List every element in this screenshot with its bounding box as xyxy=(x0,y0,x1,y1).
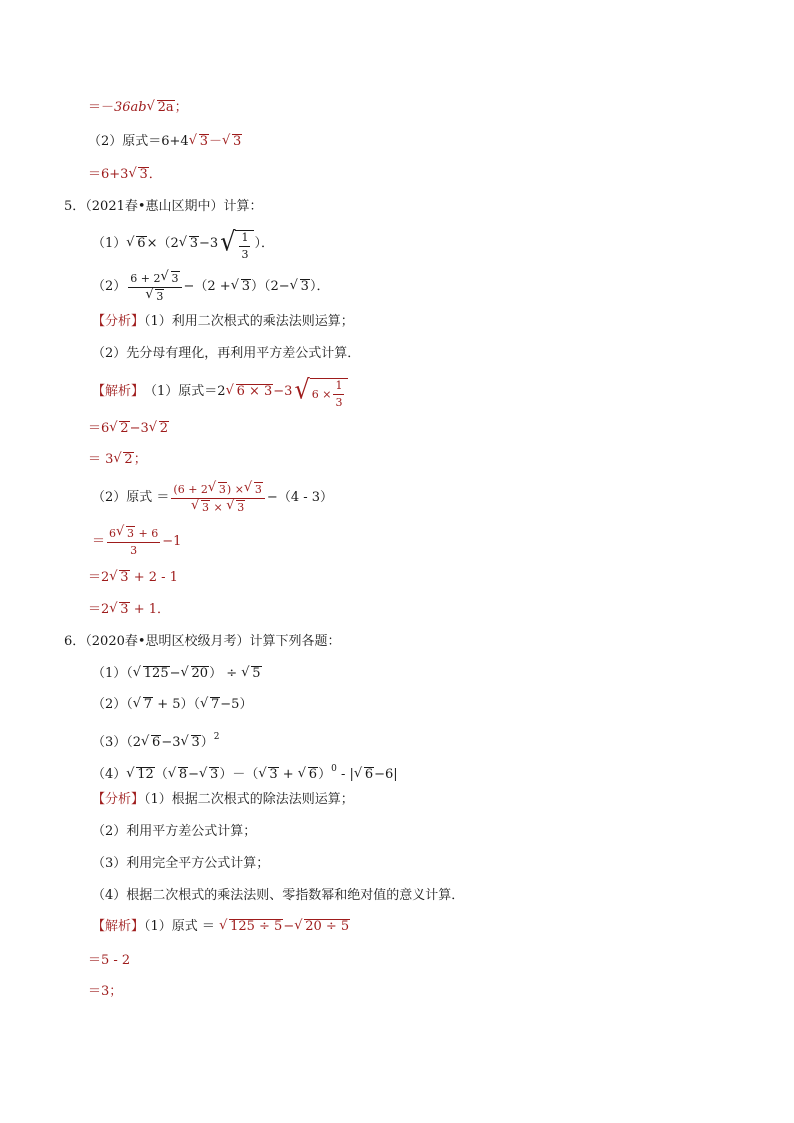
text: ＝ 3 xyxy=(88,452,114,467)
sqrt xyxy=(192,500,210,515)
sqrt-fraction: √ 6 × $\frac{1}{3}$ xyxy=(294,374,348,410)
text: 36ab xyxy=(114,100,147,115)
text: ) × xyxy=(226,482,244,496)
q5-solution-2 xyxy=(88,420,169,438)
text: −3 xyxy=(129,421,149,436)
q6-analysis-3: （3）利用完全平方公式计算； xyxy=(92,856,270,871)
text: 3 xyxy=(139,167,148,182)
text: 3 xyxy=(171,271,179,285)
exponent: 2 xyxy=(213,732,220,742)
sqrt xyxy=(227,383,274,401)
text: （2）（ xyxy=(92,697,133,712)
text: −5） xyxy=(220,697,253,712)
text: 3 xyxy=(233,134,242,149)
sqrt xyxy=(190,133,209,151)
sqrt-fraction: √ $\frac{1}{3}$ xyxy=(220,226,254,262)
text: + xyxy=(278,767,298,782)
text: 2 xyxy=(124,452,133,467)
sqrt xyxy=(146,289,164,304)
text: 3 xyxy=(189,236,199,251)
text: － xyxy=(209,134,223,149)
text: −6| xyxy=(374,767,398,782)
text: 3 xyxy=(237,500,245,514)
text: （1）原式＝2 xyxy=(144,384,226,399)
text: ） ÷ xyxy=(209,666,242,681)
text: 20 xyxy=(191,666,209,681)
sqrt xyxy=(180,235,199,253)
q6-part4 xyxy=(92,760,398,784)
text: 3 xyxy=(156,289,164,303)
q5-solution-3 xyxy=(88,451,147,469)
text: −1 xyxy=(162,534,182,549)
text: −（4 - 3） xyxy=(266,490,334,505)
sqrt xyxy=(142,734,161,752)
analysis-label: 【分析】 xyxy=(92,792,145,807)
text: ＝ xyxy=(92,534,106,549)
sqrt xyxy=(162,271,180,286)
text: −3 xyxy=(199,236,219,251)
text: 125 ÷ 5 xyxy=(230,919,283,934)
text: −3 xyxy=(161,735,181,750)
text: （3）（2 xyxy=(92,735,142,750)
text: 6 + 2 xyxy=(130,271,161,285)
text: ） xyxy=(200,735,214,750)
q5-solution-6 xyxy=(88,569,178,587)
text: （2）原式＝6+4 xyxy=(88,134,189,149)
text: ） xyxy=(318,767,332,782)
text: ＝2 xyxy=(88,570,110,585)
text: × xyxy=(213,500,223,514)
solution-line-1 xyxy=(88,99,188,117)
q5-part2 xyxy=(92,268,329,306)
fraction xyxy=(128,271,181,304)
text: 2 xyxy=(159,421,169,436)
sqrt xyxy=(355,766,374,784)
text: 3 xyxy=(120,570,129,585)
text: 6 xyxy=(109,527,117,540)
text: 1 xyxy=(239,231,250,247)
text: 3 xyxy=(300,279,309,294)
text: − xyxy=(283,919,295,934)
sqrt xyxy=(232,278,251,296)
q5-analysis-2: （2）先分母有理化，再利用平方差公式计算． xyxy=(92,346,361,361)
sqrt xyxy=(127,235,146,253)
sqrt xyxy=(134,665,170,683)
text: ＝2 xyxy=(88,602,110,617)
sqrt xyxy=(291,278,310,296)
text: （1）（ xyxy=(92,666,133,681)
q5-solution-5 xyxy=(92,524,181,560)
analysis-label: 【分析】 xyxy=(92,314,145,329)
text: ）． xyxy=(309,279,330,294)
text: 3 xyxy=(199,134,208,149)
q6-analysis-2: （2）利用平方差公式计算； xyxy=(92,824,257,839)
text: 2a xyxy=(157,100,174,115)
question-5-heading: 5．（2021春•惠山区期中）计算： xyxy=(64,199,263,214)
text: (6 + 2 xyxy=(173,482,208,496)
text: 6 xyxy=(152,735,161,750)
sqrt xyxy=(242,665,261,683)
sqrt xyxy=(182,665,210,683)
text: + 5）（ xyxy=(153,697,200,712)
text: （1） xyxy=(92,236,127,251)
sqrt xyxy=(169,766,188,784)
text: 6 × 3 xyxy=(236,384,273,399)
sqrt xyxy=(245,482,263,497)
text: 3 xyxy=(127,527,135,540)
q5-solution-1 xyxy=(92,372,348,412)
text: −（2 + xyxy=(183,279,231,294)
text: 3 xyxy=(130,544,138,557)
sqrt xyxy=(259,766,278,784)
exponent: 0 xyxy=(331,764,337,774)
text: + 1． xyxy=(129,602,170,617)
text: 125 xyxy=(143,666,169,681)
text: （1）原式 ＝ xyxy=(144,919,220,934)
text: 12 xyxy=(137,767,154,782)
text: ； xyxy=(174,100,188,115)
fraction xyxy=(107,526,160,558)
text: 3 xyxy=(210,767,219,782)
sqrt xyxy=(299,766,318,784)
text: 6 xyxy=(364,767,374,782)
text: 8 xyxy=(178,767,188,782)
sqrt xyxy=(227,500,245,515)
solution-line-2 xyxy=(88,133,242,151)
text: 3 xyxy=(191,735,200,750)
sqrt xyxy=(110,601,129,619)
sqrt xyxy=(150,420,169,438)
text: ； xyxy=(133,452,147,467)
text: 5 xyxy=(252,666,261,681)
text: - | xyxy=(336,767,354,782)
sqrt xyxy=(129,166,148,184)
question-6-heading: 6．（2020春•思明区校级月考）计算下列各题： xyxy=(64,634,341,649)
text: 3 xyxy=(218,482,226,496)
sqrt xyxy=(200,766,219,784)
fraction xyxy=(333,379,344,410)
text: ＝6 xyxy=(88,421,110,436)
text: ＝6+3 xyxy=(88,167,129,182)
text: （ xyxy=(154,767,168,782)
text: 1 xyxy=(333,379,344,395)
text: 6 xyxy=(137,236,146,251)
q5-solution-4 xyxy=(92,478,333,518)
text: 3 xyxy=(241,248,249,261)
sqrt xyxy=(110,569,129,587)
text: 3 xyxy=(202,500,210,514)
fraction xyxy=(171,482,265,515)
text: ）（2− xyxy=(250,279,290,294)
text: 3 xyxy=(120,602,129,617)
sqrt xyxy=(201,696,220,714)
sqrt xyxy=(134,696,153,714)
solution-label: 【解析】 xyxy=(92,919,145,934)
sqrt xyxy=(127,766,155,784)
text: + 2 - 1 xyxy=(129,570,178,585)
text: − xyxy=(169,666,181,681)
text: 7 xyxy=(143,697,153,712)
text: 3 xyxy=(335,396,343,409)
text: ）． xyxy=(254,236,274,251)
q6-solution-1 xyxy=(92,918,350,936)
sqrt xyxy=(295,918,350,936)
text: （2） xyxy=(92,279,127,294)
text: （1）利用二次根式的乘法法则运算； xyxy=(144,314,354,329)
solution-line-3 xyxy=(88,166,162,184)
text: 7 xyxy=(211,697,220,712)
text: （1）根据二次根式的除法法则运算； xyxy=(144,792,354,807)
q6-part2 xyxy=(92,696,252,714)
text: ×（2 xyxy=(146,236,179,251)
solution-label: 【解析】 xyxy=(92,384,145,399)
q5-solution-7 xyxy=(88,601,170,619)
text: （4） xyxy=(92,767,127,782)
sqrt xyxy=(209,482,227,497)
text: 3 xyxy=(241,279,250,294)
sqrt xyxy=(220,918,283,936)
text: （2）原式 ＝ xyxy=(92,490,170,505)
q6-part3 xyxy=(92,728,220,752)
text: 3 xyxy=(269,767,278,782)
sqrt xyxy=(148,99,175,117)
fraction xyxy=(239,231,250,262)
sqrt xyxy=(114,451,133,469)
q6-analysis-1 xyxy=(92,791,354,809)
sqrt xyxy=(117,526,135,541)
text: ）－（ xyxy=(219,767,259,782)
text: + 6 xyxy=(135,527,159,540)
sqrt xyxy=(182,734,201,752)
text: − xyxy=(188,767,200,782)
text: 2 xyxy=(120,421,129,436)
sqrt xyxy=(223,133,242,151)
q6-part1 xyxy=(92,665,262,683)
text: ． xyxy=(148,167,162,182)
q6-analysis-4: （4）根据二次根式的乘法法则、零指数幂和绝对值的意义计算． xyxy=(92,888,465,903)
text: 6 × xyxy=(311,387,332,401)
text: 3 xyxy=(254,482,262,496)
text: −3 xyxy=(273,384,293,399)
text: 20 ÷ 5 xyxy=(305,919,350,934)
text: 6 xyxy=(308,767,318,782)
text: ＝－ xyxy=(88,100,115,115)
q6-solution-3: ＝3； xyxy=(88,984,123,999)
q5-part1 xyxy=(92,224,274,264)
q6-solution-2: ＝5 - 2 xyxy=(88,953,131,968)
q5-analysis-1 xyxy=(92,313,354,331)
sqrt xyxy=(110,420,129,438)
